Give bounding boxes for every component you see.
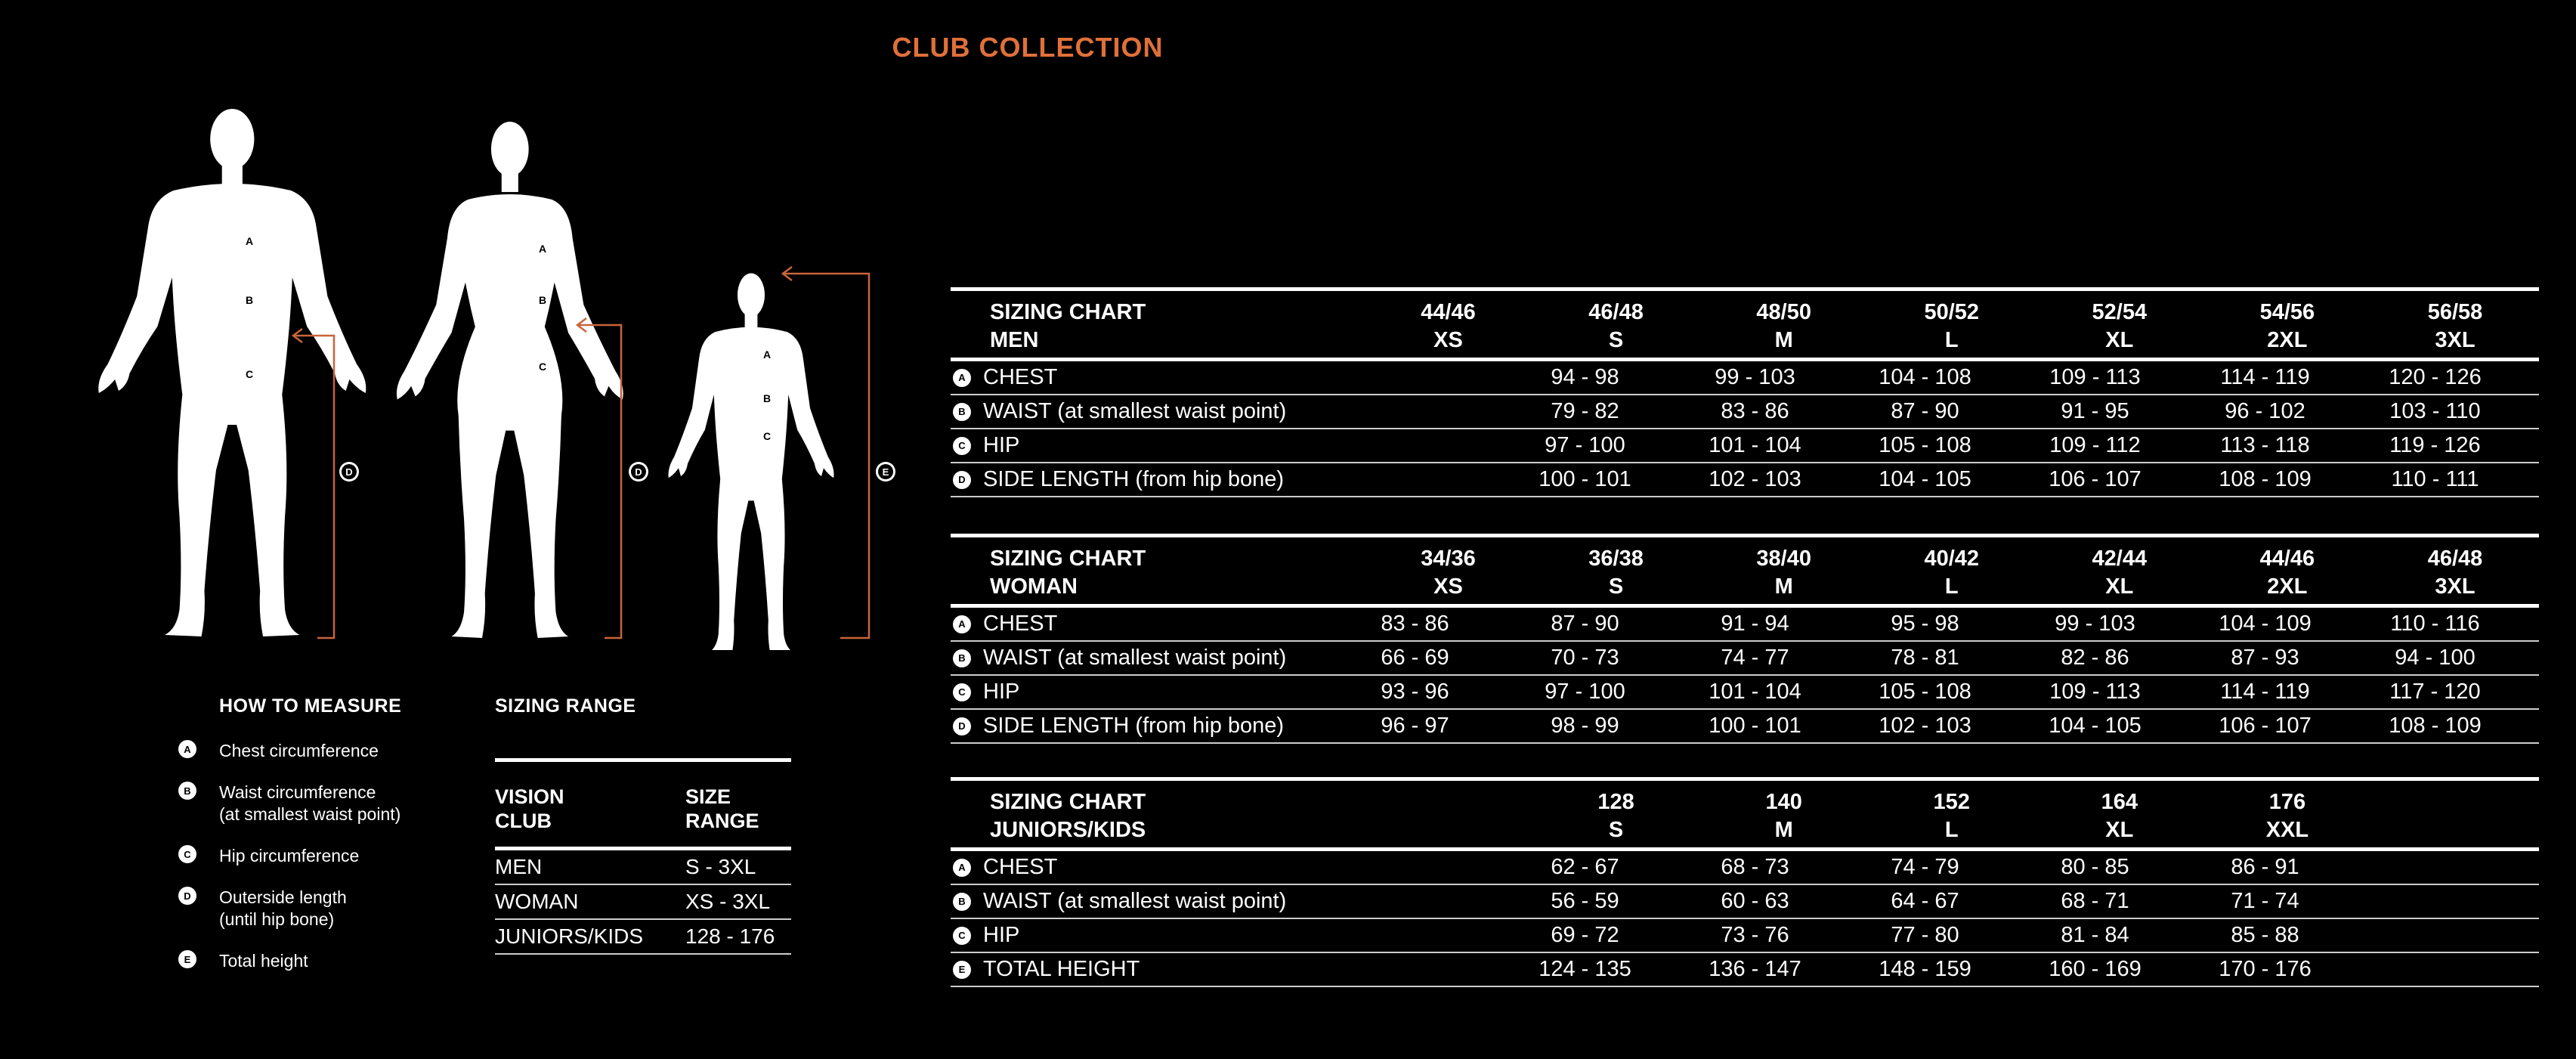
table-cell: 110 - 116 bbox=[2390, 612, 2480, 636]
table-cell: 85 - 88 bbox=[2231, 923, 2299, 947]
table-cell: 97 - 100 bbox=[1545, 680, 1625, 704]
badge-d-icon: D bbox=[178, 887, 196, 905]
table-cell: 87 - 93 bbox=[2231, 646, 2299, 670]
table-header bbox=[951, 537, 2539, 604]
row-label bbox=[951, 646, 1330, 670]
table-cell: 109 - 112 bbox=[2049, 433, 2141, 457]
kid-marker-a: A bbox=[762, 348, 772, 361]
table-cell: 69 - 72 bbox=[1551, 923, 1619, 947]
measurement-name: SIDE LENGTH (from hip bone) bbox=[983, 467, 1285, 491]
badge-b-icon: B bbox=[953, 403, 971, 421]
sizing-range-header bbox=[495, 762, 791, 847]
table-cell: 60 - 63 bbox=[1721, 889, 1789, 913]
table-cell: 103 - 110 bbox=[2389, 399, 2481, 423]
badge-c-icon: C bbox=[953, 927, 971, 945]
table-cell: 70 - 73 bbox=[1551, 646, 1619, 670]
measurement-name: WAIST (at smallest waist point) bbox=[983, 646, 1287, 670]
table-cell: 124 - 135 bbox=[1538, 957, 1631, 981]
table-row bbox=[951, 608, 2539, 642]
table-cell: 87 - 90 bbox=[1551, 612, 1619, 636]
measurement-name: WAIST (at smallest waist point) bbox=[983, 399, 1287, 423]
row-label bbox=[951, 889, 1330, 914]
body-figures bbox=[91, 98, 914, 650]
table-title: SIZING CHART MEN bbox=[990, 300, 1146, 352]
table-cell: 108 - 109 bbox=[2219, 467, 2312, 491]
table-cell: 104 - 105 bbox=[2049, 714, 2142, 738]
table-cell: 136 - 147 bbox=[1709, 957, 1801, 981]
row-label bbox=[951, 433, 1330, 458]
table-cell: 74 - 79 bbox=[1891, 855, 1959, 879]
table-cell: 106 - 107 bbox=[2219, 714, 2312, 738]
table-cell: 100 - 101 bbox=[1709, 714, 1801, 738]
table-cell: 64 - 67 bbox=[1891, 889, 1959, 913]
measure-text: Waist circumference (at smallest waist point) bbox=[219, 782, 401, 824]
table-cell: 109 - 113 bbox=[2049, 365, 2141, 389]
table-cell: 73 - 76 bbox=[1721, 923, 1789, 947]
table-cell: 68 - 71 bbox=[2061, 889, 2129, 913]
table-row bbox=[951, 642, 2539, 676]
table-cell: 120 - 126 bbox=[2389, 365, 2482, 389]
table-title: SIZING CHART JUNIORS/KIDS bbox=[990, 790, 1146, 842]
table-cell: 93 - 96 bbox=[1381, 680, 1449, 704]
table-row bbox=[951, 710, 2539, 744]
range-value: XS - 3XL bbox=[685, 890, 771, 913]
table-cell: 101 - 104 bbox=[1709, 680, 1801, 704]
table-row bbox=[951, 676, 2539, 710]
table-cell: 95 - 98 bbox=[1891, 612, 1959, 636]
table-row bbox=[495, 885, 791, 920]
table-cell: 110 - 111 bbox=[2391, 467, 2479, 491]
badge-c-icon: C bbox=[178, 845, 196, 863]
measurement-name: CHEST bbox=[983, 365, 1058, 389]
size-column-header bbox=[2371, 788, 2539, 844]
table-cell: 62 - 67 bbox=[1551, 855, 1619, 879]
sizing-range bbox=[495, 695, 791, 955]
kid-marker-e: E bbox=[882, 466, 889, 478]
size-column-header: 176 XXL bbox=[2265, 790, 2309, 842]
table-cell: 81 - 84 bbox=[2061, 923, 2129, 947]
range-name: JUNIORS/KIDS bbox=[495, 924, 644, 948]
size-column-header: 152 L bbox=[1933, 790, 1970, 842]
measure-item bbox=[178, 950, 450, 972]
measurement-name: SIDE LENGTH (from hip bone) bbox=[983, 714, 1285, 738]
measure-item bbox=[178, 782, 450, 825]
measurement-name: CHEST bbox=[983, 612, 1058, 636]
table-cell: 117 - 120 bbox=[2389, 680, 2481, 704]
col-vision-club: VISION CLUB bbox=[495, 785, 564, 832]
table-cell: 96 - 97 bbox=[1381, 714, 1449, 738]
range-value: 128 - 176 bbox=[685, 924, 775, 948]
badge-e-icon: E bbox=[953, 961, 971, 979]
row-label bbox=[951, 957, 1330, 982]
table-cell: 114 - 119 bbox=[2220, 680, 2310, 704]
table-cell: 119 - 126 bbox=[2389, 433, 2481, 457]
woman-marker-d: D bbox=[635, 466, 642, 478]
table-cell: 71 - 74 bbox=[2231, 889, 2299, 913]
table-cell: 97 - 100 bbox=[1545, 433, 1625, 457]
size-column-header: 42/44 XL bbox=[2092, 547, 2148, 599]
table-cell: 83 - 86 bbox=[1721, 399, 1789, 423]
badge-a-icon: A bbox=[953, 859, 971, 877]
table-cell: 77 - 80 bbox=[1891, 923, 1959, 947]
badge-d-icon: D bbox=[953, 471, 971, 489]
row-label bbox=[951, 855, 1330, 880]
how-to-measure-heading: HOW TO MEASURE bbox=[219, 695, 402, 717]
table-row bbox=[951, 953, 2539, 987]
row-label bbox=[951, 467, 1330, 492]
woman-marker-a: A bbox=[538, 243, 547, 255]
table-cell: 91 - 95 bbox=[2061, 399, 2129, 423]
woman-marker-b: B bbox=[538, 294, 547, 306]
table-cell: 99 - 103 bbox=[2055, 612, 2135, 636]
range-value: S - 3XL bbox=[685, 855, 756, 878]
man-marker-c: C bbox=[245, 368, 254, 380]
row-label bbox=[951, 399, 1330, 424]
table-cell: 113 - 118 bbox=[2220, 433, 2310, 457]
page-title: CLUB COLLECTION bbox=[892, 32, 1164, 63]
row-label bbox=[951, 612, 1330, 636]
table-row bbox=[951, 361, 2539, 395]
table-header bbox=[951, 291, 2539, 358]
size-column-header bbox=[1364, 788, 1532, 844]
table-cell: 160 - 169 bbox=[2049, 957, 2142, 981]
row-label bbox=[951, 923, 1330, 948]
table-cell: 104 - 105 bbox=[1879, 467, 1971, 491]
badge-b-icon: B bbox=[178, 782, 196, 800]
table-cell: 104 - 109 bbox=[2219, 612, 2312, 636]
size-column-header: 38/40 M bbox=[1756, 547, 1811, 599]
sizing-chart-woman bbox=[951, 534, 2539, 744]
measure-item bbox=[178, 740, 450, 762]
sizing-chart-juniors bbox=[951, 777, 2539, 987]
measurement-name: TOTAL HEIGHT bbox=[983, 957, 1140, 981]
measure-text: Chest circumference bbox=[219, 741, 379, 760]
table-cell: 80 - 85 bbox=[2061, 855, 2129, 879]
measurement-name: HIP bbox=[983, 923, 1020, 947]
badge-c-icon: C bbox=[953, 683, 971, 701]
woman-marker-c: C bbox=[538, 361, 547, 373]
size-column-header: 44/46 XS bbox=[1421, 300, 1476, 352]
table-cell: 105 - 108 bbox=[1879, 433, 1971, 457]
table-cell: 101 - 104 bbox=[1709, 433, 1801, 457]
table-cell: 91 - 94 bbox=[1721, 612, 1789, 636]
size-column-header: 54/56 2XL bbox=[2259, 300, 2315, 352]
col-size-range: SIZE RANGE bbox=[685, 785, 759, 832]
table-cell: 94 - 100 bbox=[2395, 646, 2475, 670]
size-column-header: 46/48 S bbox=[1588, 300, 1644, 352]
table-cell: 106 - 107 bbox=[2049, 467, 2142, 491]
table-row bbox=[495, 850, 791, 885]
table-cell: 68 - 73 bbox=[1721, 855, 1789, 879]
measure-text: Total height bbox=[219, 951, 308, 971]
badge-a-icon: A bbox=[953, 369, 971, 387]
table-row bbox=[951, 885, 2539, 919]
how-to-measure bbox=[178, 695, 450, 992]
size-column-header: 34/36 XS bbox=[1421, 547, 1476, 599]
table-title: SIZING CHART WOMAN bbox=[990, 547, 1146, 599]
table-cell: 66 - 69 bbox=[1381, 646, 1449, 670]
size-column-header: 50/52 L bbox=[1924, 300, 1980, 352]
table-cell: 114 - 119 bbox=[2220, 365, 2310, 389]
badge-e-icon: E bbox=[178, 950, 196, 968]
row-label bbox=[951, 680, 1330, 704]
size-column-header: 46/48 3XL bbox=[2427, 547, 2483, 599]
measure-item bbox=[178, 887, 450, 930]
table-cell: 56 - 59 bbox=[1551, 889, 1619, 913]
table-cell: 74 - 77 bbox=[1721, 646, 1789, 670]
size-column-header: 48/50 M bbox=[1756, 300, 1811, 352]
table-cell: 102 - 103 bbox=[1709, 467, 1801, 491]
row-label bbox=[951, 714, 1330, 739]
size-column-header: 140 M bbox=[1765, 790, 1802, 842]
table-row bbox=[951, 395, 2539, 429]
table-header bbox=[951, 781, 2539, 847]
measure-text: Hip circumference bbox=[219, 846, 360, 865]
measure-item bbox=[178, 845, 450, 867]
size-column-header: 56/58 3XL bbox=[2427, 300, 2483, 352]
size-column-header: 128 S bbox=[1597, 790, 1634, 842]
badge-b-icon: B bbox=[953, 649, 971, 667]
size-column-header: 52/54 XL bbox=[2092, 300, 2148, 352]
table-cell: 83 - 86 bbox=[1381, 612, 1449, 636]
table-cell: 105 - 108 bbox=[1879, 680, 1971, 704]
badge-a-icon: A bbox=[953, 615, 971, 633]
sizing-chart-men bbox=[951, 287, 2539, 497]
badge-a-icon: A bbox=[178, 740, 196, 758]
table-cell: 102 - 103 bbox=[1879, 714, 1971, 738]
table-cell: 98 - 99 bbox=[1551, 714, 1619, 738]
table-cell: 79 - 82 bbox=[1551, 399, 1619, 423]
table-row bbox=[951, 429, 2539, 463]
kid-marker-c: C bbox=[762, 430, 772, 442]
table-cell: 78 - 81 bbox=[1891, 646, 1959, 670]
table-row bbox=[495, 920, 791, 955]
sizing-range-heading: SIZING RANGE bbox=[495, 695, 636, 717]
size-column-header: 36/38 S bbox=[1588, 547, 1644, 599]
table-cell: 86 - 91 bbox=[2231, 855, 2299, 879]
body-silhouettes-illustration bbox=[91, 98, 914, 650]
table-cell: 109 - 113 bbox=[2049, 680, 2141, 704]
table-cell: 82 - 86 bbox=[2061, 646, 2129, 670]
size-column-header: 44/46 2XL bbox=[2259, 547, 2315, 599]
table-cell: 104 - 108 bbox=[1879, 365, 1971, 389]
range-name: MEN bbox=[495, 855, 543, 878]
table-row bbox=[951, 851, 2539, 885]
measurement-name: HIP bbox=[983, 433, 1020, 457]
measure-text: Outerside length (until hip bone) bbox=[219, 887, 347, 929]
table-cell: 94 - 98 bbox=[1551, 365, 1619, 389]
badge-d-icon: D bbox=[953, 717, 971, 735]
measurement-name: WAIST (at smallest waist point) bbox=[983, 889, 1287, 913]
badge-b-icon: B bbox=[953, 893, 971, 911]
table-cell: 108 - 109 bbox=[2389, 714, 2482, 738]
size-column-header: 164 XL bbox=[2101, 790, 2138, 842]
table-cell: 96 - 102 bbox=[2225, 399, 2305, 423]
measurement-name: CHEST bbox=[983, 855, 1058, 879]
table-cell: 99 - 103 bbox=[1715, 365, 1795, 389]
kid-marker-b: B bbox=[762, 392, 772, 404]
man-marker-a: A bbox=[245, 235, 254, 247]
man-marker-b: B bbox=[245, 294, 254, 306]
badge-c-icon: C bbox=[953, 437, 971, 455]
table-cell: 148 - 159 bbox=[1879, 957, 1971, 981]
measurement-name: HIP bbox=[983, 680, 1020, 704]
table-row bbox=[951, 463, 2539, 497]
man-marker-d: D bbox=[345, 466, 353, 478]
table-cell: 170 - 176 bbox=[2219, 957, 2312, 981]
table-cell: 87 - 90 bbox=[1891, 399, 1959, 423]
row-label bbox=[951, 365, 1330, 390]
size-column-header: 40/42 L bbox=[1924, 547, 1980, 599]
table-cell: 100 - 101 bbox=[1538, 467, 1631, 491]
range-name: WOMAN bbox=[495, 890, 579, 913]
table-row bbox=[951, 919, 2539, 953]
